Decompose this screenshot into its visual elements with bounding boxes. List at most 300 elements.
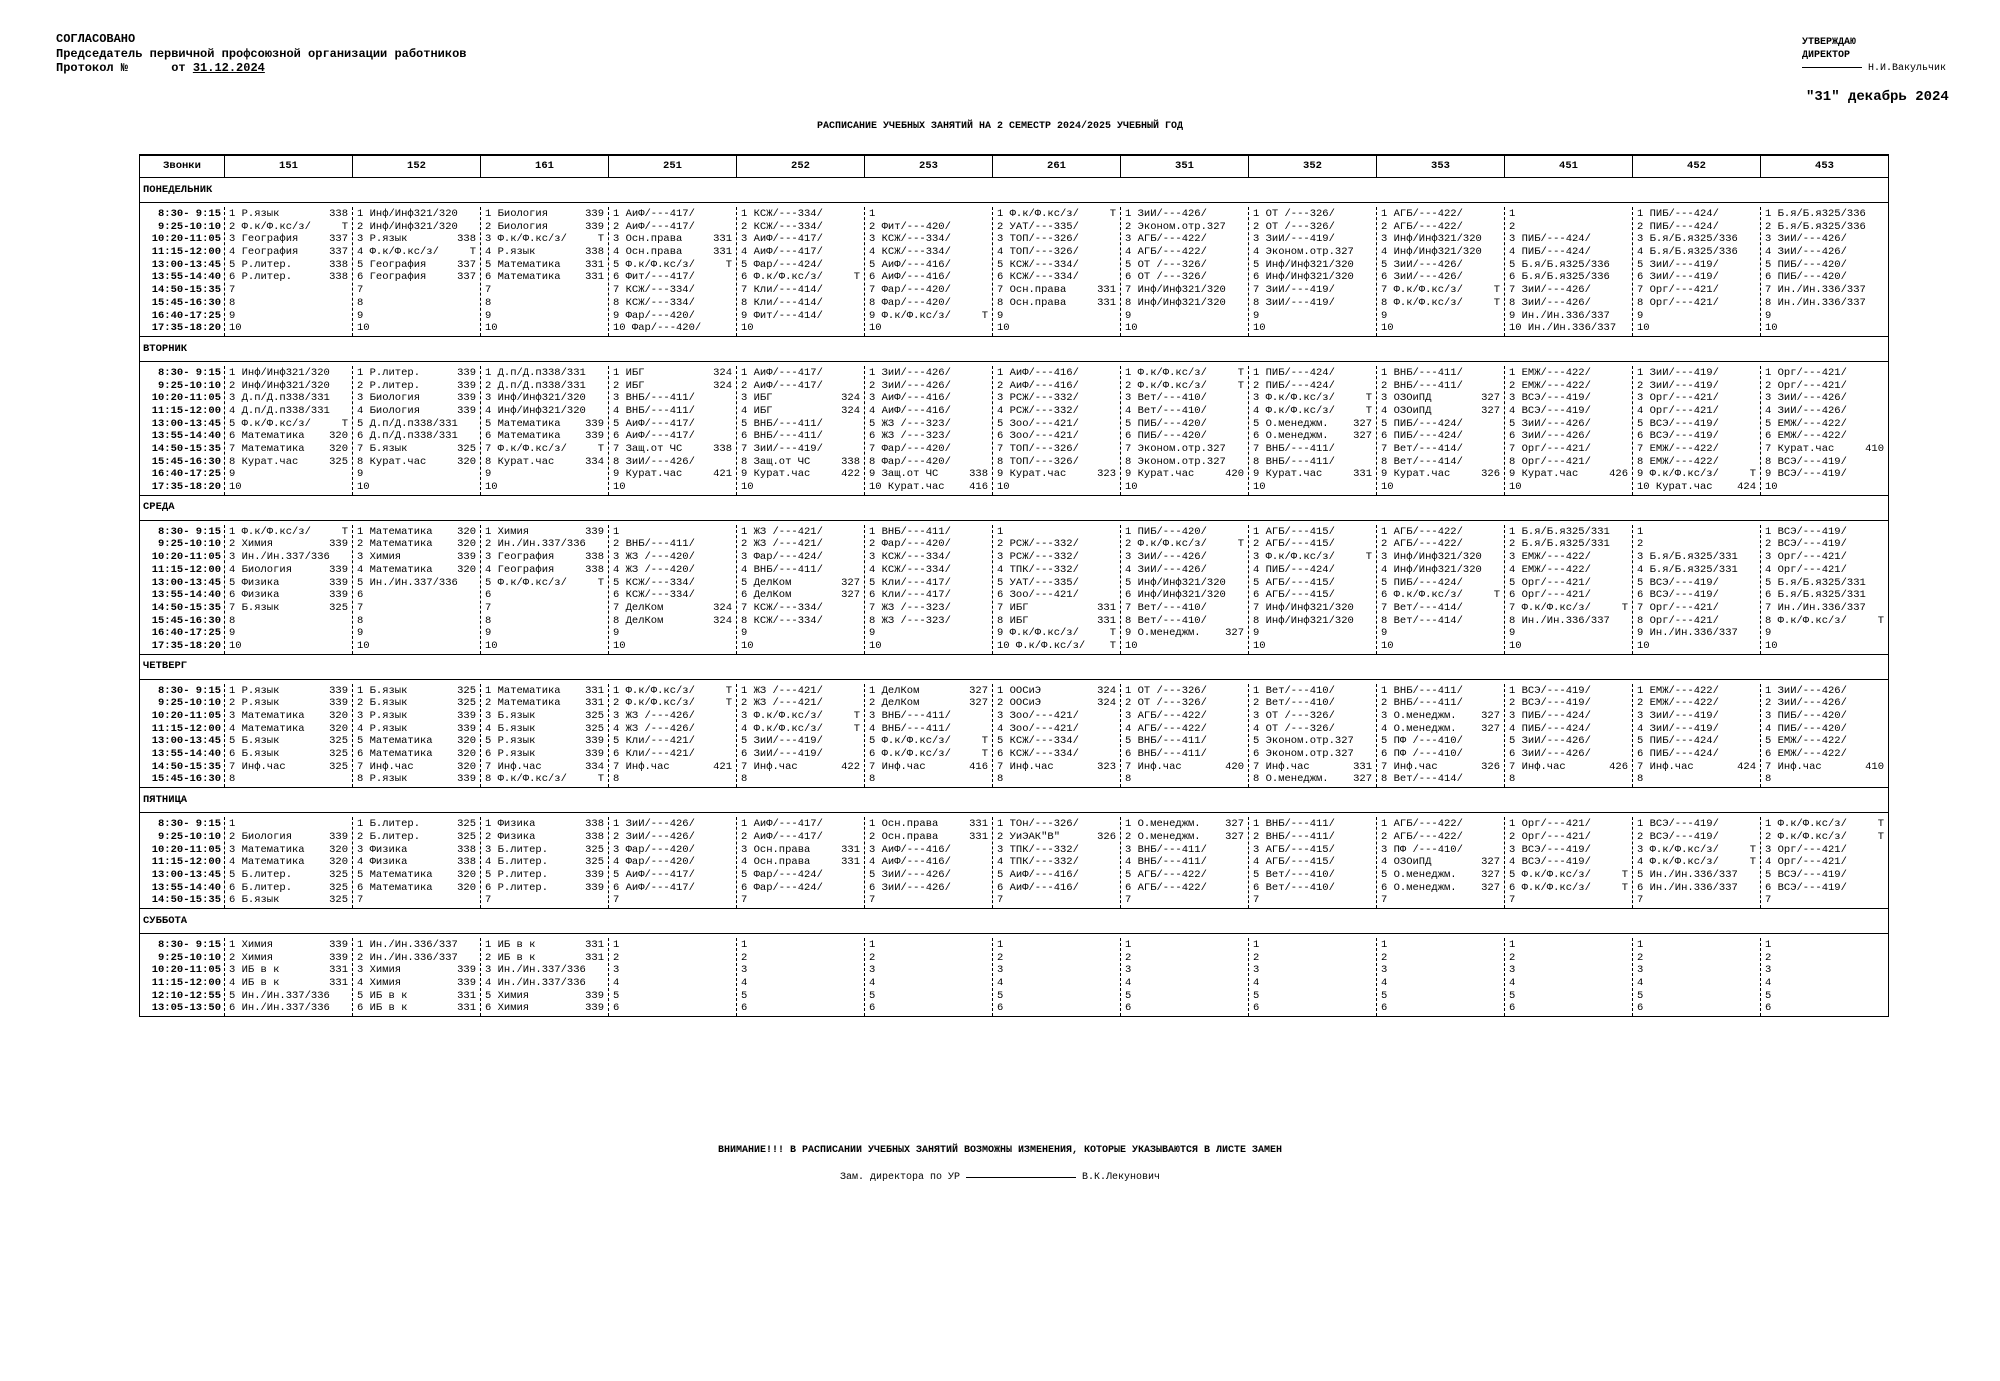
lesson-entry (357, 564, 476, 577)
lesson-entry: 6 ЕМЖ/---422/ (1765, 748, 1847, 761)
bell-times (140, 366, 225, 495)
lesson-room: 338 (457, 856, 476, 869)
lesson-subject: 4 География (229, 246, 299, 259)
lesson-subject: 3 География (229, 233, 299, 246)
lesson-entry: 6 ЕМЖ/---422/ (1765, 430, 1847, 443)
lesson-entry: 4 АГБ/---422/ (1125, 246, 1207, 259)
group-lessons (993, 938, 1121, 1017)
lesson-subject: 6 Р.литер. (485, 881, 549, 894)
lesson-entry (357, 526, 476, 539)
lesson-entry: 3 Вет/---410/ (1125, 392, 1207, 405)
bell-time: 9:25-10:10 (157, 220, 221, 233)
lesson-entry: 4 ПИБ/---424/ (1509, 246, 1591, 259)
lesson-room: Т (1237, 538, 1244, 551)
bell-time: 13:55-14:40 (151, 430, 221, 443)
lesson-entry (1253, 551, 1372, 564)
group-lessons (993, 817, 1121, 908)
lesson-entry (357, 380, 476, 393)
lesson-room: 424 (1737, 481, 1756, 494)
lesson-entry: 6 (357, 589, 364, 602)
lesson-subject: 5 Ф.к/Ф.кс/з/ (229, 417, 311, 430)
lesson-entry: 10 (1765, 481, 1778, 494)
lesson-entry: 6 ВНБ/---411/ (1125, 748, 1207, 761)
group-lessons (993, 366, 1121, 495)
lesson-entry (613, 233, 732, 246)
lesson-entry: 5 ПФ /---410/ (1381, 735, 1463, 748)
lesson-entry: 1 (229, 818, 236, 831)
lesson-subject: 3 ИБГ (741, 392, 773, 405)
lesson-room: Т (1365, 551, 1372, 564)
lesson-entry: 3 КСЖ/---334/ (869, 233, 951, 246)
group-lessons (1633, 817, 1761, 908)
group-lessons (1121, 817, 1249, 908)
lesson-entry: 9 (485, 627, 492, 640)
lesson-entry (357, 818, 476, 831)
bell-times (140, 817, 225, 908)
lesson-entry: 8 Ин./Ин.336/337 (1765, 296, 1866, 309)
lesson-entry: 2 АиФ/---416/ (997, 379, 1079, 392)
lesson-subject: 3 ИБ в к (229, 964, 280, 977)
approve-label: УТВЕРЖДАЮ (1802, 37, 1857, 48)
lesson-entry (1765, 615, 1884, 628)
lesson-room: 324 (1097, 684, 1116, 697)
bell-time: 9:25-10:10 (157, 951, 221, 964)
lesson-entry: 6 Вет/---410/ (1253, 881, 1335, 894)
lesson-subject: 9 Защ.от ЧС (869, 468, 939, 481)
lesson-entry: 3 Орг/---421/ (1765, 551, 1847, 564)
lesson-room: 331 (841, 856, 860, 869)
lesson-room: 337 (329, 233, 348, 246)
lesson-entry: 6 ПИБ/---420/ (1765, 271, 1847, 284)
lesson-entry: 8 КСЖ/---334/ (613, 296, 695, 309)
group-lessons (1505, 817, 1633, 908)
lesson-entry: 3 Б.я/Б.я325/331 (1637, 551, 1738, 564)
lesson-entry: 5 Инф/Инф321/320 (1125, 576, 1226, 589)
lesson-room: Т (981, 748, 988, 761)
lesson-room: 331 (1353, 760, 1372, 773)
lesson-subject: 4 Р.язык (485, 246, 536, 259)
group-lessons (225, 938, 353, 1017)
lesson-subject: 4 Физика (357, 856, 408, 869)
lesson-room: 325 (329, 868, 348, 881)
lesson-entry: 3 АиФ/---416/ (869, 843, 951, 856)
lesson-entry: 9 (1381, 309, 1388, 322)
lesson-entry: 2 Б.я/Б.я325/331 (1509, 538, 1610, 551)
lesson-entry (229, 748, 348, 761)
lesson-entry: 8 ЕМЖ/---422/ (1637, 455, 1719, 468)
bell-time: 13:55-14:40 (151, 748, 221, 761)
lesson-subject: 9 Ф.к/Ф.кс/з/ (997, 627, 1079, 640)
lesson-subject: 3 О.менеджм. (1381, 710, 1457, 722)
lesson-subject: 7 Осн.права (997, 284, 1067, 297)
lesson-subject: 10 Курат.час (1637, 481, 1713, 494)
lesson-entry (357, 392, 476, 405)
lesson-room: 339 (585, 1002, 604, 1015)
lesson-room: Т (725, 684, 732, 697)
lesson-room: 337 (457, 258, 476, 271)
bell-time: 10:20-11:05 (151, 843, 221, 856)
lesson-entry (485, 818, 604, 831)
lesson-entry (869, 685, 988, 698)
lesson-entry (357, 977, 476, 990)
lesson-entry (229, 456, 348, 469)
lesson-entry: 7 Фар/---420/ (869, 443, 951, 455)
lesson-entry: 6 (1381, 1002, 1388, 1015)
lesson-entry: 2 АГБ/---422/ (1381, 538, 1463, 551)
lesson-entry: 1 ЗиИ/---419/ (1637, 366, 1719, 379)
lesson-room: 338 (585, 246, 604, 259)
lesson-entry: 8 Орг/---421/ (1637, 614, 1719, 627)
lesson-subject: 7 ДелКом (613, 601, 664, 614)
lesson-entry: 2 ОТ /---326/ (1253, 220, 1335, 233)
lesson-room: 331 (713, 246, 732, 259)
lesson-room: Т (1877, 830, 1884, 843)
group-lessons (865, 525, 993, 654)
lesson-room: 320 (329, 722, 348, 735)
lesson-entry: 9 Фит/---414/ (741, 309, 823, 322)
lesson-room: 331 (585, 951, 604, 964)
lesson-entry: 10 (485, 481, 498, 494)
bell-time: 12:10-12:55 (151, 989, 221, 1002)
lesson-entry: 4 Инф/Инф321/320 (485, 404, 586, 417)
lesson-room: 331 (969, 818, 988, 831)
bell-time: 16:40-17:25 (151, 468, 221, 481)
lesson-entry (997, 615, 1116, 628)
lesson-room: 320 (457, 455, 476, 468)
lesson-subject: 1 Р.литер. (357, 366, 421, 379)
group-lessons (1377, 207, 1505, 336)
group-lessons (225, 366, 353, 495)
lesson-subject: 6 Ф.к/Ф.кс/з/ (1509, 881, 1591, 894)
lesson-room: 339 (585, 208, 604, 220)
lesson-entry: 6 (1253, 1002, 1260, 1015)
protocol-line: Протокол № от 31.12.2024 (56, 61, 265, 75)
lesson-entry: 9 (1637, 309, 1644, 322)
lesson-room: 331 (457, 989, 476, 1002)
group-lessons (609, 207, 737, 336)
lesson-subject: 8 Ф.к/Ф.кс/з/ (1765, 614, 1847, 627)
lesson-subject: 7 Б.язык (357, 443, 408, 455)
lesson-entry (1253, 418, 1372, 431)
lesson-subject: 5 Б.язык (229, 735, 280, 748)
lesson-entry: 8 Ин./Ин.336/337 (1509, 614, 1610, 627)
lesson-entry (741, 844, 860, 857)
lesson-entry: 1 ЗиИ/---426/ (1125, 208, 1207, 220)
lesson-entry: 5 Д.п/Д.п338/331 (357, 417, 458, 430)
lesson-entry (741, 271, 860, 284)
lesson-entry (997, 761, 1116, 774)
lesson-entry: 6 (613, 1002, 620, 1015)
lesson-entry: 4 РСЖ/---332/ (997, 404, 1079, 417)
lesson-entry: 3 АиФ/---417/ (741, 233, 823, 246)
lesson-room: 338 (457, 843, 476, 856)
lesson-entry: 7 (485, 894, 492, 907)
lesson-entry: 6 Инф/Инф321/320 (1253, 271, 1354, 284)
protocol-date: 31.12.2024 (192, 61, 265, 75)
lesson-subject: 7 Ф.к/Ф.кс/з/ (1381, 284, 1463, 297)
lesson-subject: 9 Курат.час (741, 468, 811, 481)
lesson-entry (485, 685, 604, 698)
lesson-room: 422 (841, 468, 860, 481)
group-lessons (1761, 817, 1889, 908)
day-name: ЧЕТВЕРГ (140, 654, 1889, 679)
lesson-room: 339 (585, 868, 604, 881)
lesson-entry (1125, 818, 1244, 831)
lesson-entry: 1 Б.я/Б.я325/336 (1765, 208, 1866, 220)
lesson-entry: 3 ЗиИ/---419/ (1637, 710, 1719, 722)
lesson-entry: 7 (357, 601, 364, 614)
lesson-subject: 1 Ф.к/Ф.кс/з/ (1765, 818, 1847, 831)
lesson-entry: 9 (1253, 309, 1260, 322)
lesson-subject: 6 Математика (357, 881, 433, 894)
lesson-entry: 10 (229, 639, 242, 652)
group-lessons (865, 207, 993, 336)
lesson-entry: 9 (357, 627, 364, 640)
lesson-entry: 4 Зоо/---421/ (997, 722, 1079, 735)
lesson-entry: 4 АиФ/---416/ (869, 404, 951, 417)
lesson-subject: 8 Ф.к/Ф.кс/з/ (1381, 296, 1463, 309)
bell-time: 13:55-14:40 (151, 271, 221, 284)
lesson-entry (869, 468, 988, 481)
lesson-room: Т (1493, 589, 1500, 602)
lesson-entry: 8 Вет/---414/ (1381, 455, 1463, 468)
lesson-entry: 4 Б.я/Б.я325/336 (1637, 246, 1738, 259)
lesson-entry: 2 (613, 951, 620, 964)
lesson-entry: 9 (997, 309, 1004, 322)
lesson-room: 339 (457, 392, 476, 405)
lesson-entry: 6 ЖЗ /---323/ (869, 430, 951, 443)
lesson-entry (869, 481, 988, 494)
lesson-entry: 10 (1125, 481, 1138, 494)
lesson-room: Т (1621, 881, 1628, 894)
lesson-entry: 2 Фит/---420/ (869, 220, 951, 233)
lesson-entry: 2 ВСЭ/---419/ (1509, 697, 1591, 710)
lesson-room: 338 (585, 551, 604, 564)
lesson-entry: 1 ЗиИ/---426/ (869, 366, 951, 379)
lesson-entry: 2 ЗиИ/---426/ (1765, 697, 1847, 710)
lesson-entry: 1 ОТ /---326/ (1125, 684, 1207, 697)
bell-time: 11:15-12:00 (151, 856, 221, 869)
lesson-entry: 4 Инф/Инф321/320 (1381, 563, 1482, 576)
lesson-subject: 3 Б.литер. (485, 843, 549, 856)
lesson-entry (357, 964, 476, 977)
lesson-entry: 1 (1637, 525, 1644, 538)
bell-time: 11:15-12:00 (151, 563, 221, 576)
group-lessons (1377, 684, 1505, 788)
lesson-entry (1509, 882, 1628, 895)
lesson-entry: 5 АГБ/---415/ (1253, 576, 1335, 589)
lesson-room: 325 (585, 856, 604, 869)
lesson-room: 320 (457, 760, 476, 773)
bell-time: 14:50-15:35 (151, 284, 221, 297)
lesson-room: 320 (329, 430, 348, 443)
lesson-subject: 8 ДелКом (613, 614, 664, 627)
group-lessons (993, 525, 1121, 654)
lesson-room: 337 (457, 271, 476, 284)
lesson-entry (229, 246, 348, 259)
lesson-subject: 5 Ф.к/Ф.кс/з/ (869, 735, 951, 748)
lesson-subject: 2 Ф.к/Ф.кс/з/ (1765, 830, 1847, 843)
lesson-entry (357, 697, 476, 710)
lesson-subject: 2 Р.язык (229, 697, 280, 710)
lesson-entry (613, 615, 732, 628)
lesson-entry: 6 Орг/---421/ (1509, 589, 1591, 602)
lesson-entry: 2 Инф/Инф321/320 (357, 220, 458, 233)
lesson-entry (485, 735, 604, 748)
bell-time: 9:25-10:10 (157, 697, 221, 710)
lesson-entry (357, 856, 476, 869)
lesson-entry: 5 ПИБ/---424/ (1637, 735, 1719, 748)
lesson-entry (229, 538, 348, 551)
day-header-row (140, 336, 1889, 361)
lessons-row (140, 817, 1889, 908)
lesson-entry: 2 (1509, 220, 1516, 233)
lesson-room: Т (1749, 843, 1756, 856)
lesson-entry (1509, 468, 1628, 481)
lesson-room: 339 (329, 830, 348, 843)
lesson-subject: 3 ОЗОиПД (1381, 392, 1432, 405)
group-lessons (1377, 525, 1505, 654)
lesson-entry (485, 697, 604, 710)
lesson-entry: 1 Орг/---421/ (1765, 366, 1847, 379)
lesson-entry: 4 ТОП/---326/ (997, 246, 1079, 259)
lesson-subject: 6 О.менеджм. (1253, 430, 1329, 443)
lesson-subject: 4 Математика (357, 563, 433, 576)
lesson-subject: 4 Химия (357, 977, 402, 989)
lesson-entry: 7 Орг/---421/ (1637, 601, 1719, 614)
lesson-entry: 1 ПИБ/---424/ (1253, 366, 1335, 379)
bell-time: 13:55-14:40 (151, 589, 221, 602)
lesson-room: 327 (1353, 430, 1372, 443)
bell-time: 9:25-10:10 (157, 379, 221, 392)
lesson-entry: 8 (485, 614, 492, 627)
lesson-room: 325 (329, 455, 348, 468)
lesson-subject: 7 Инф.час (485, 760, 542, 773)
lesson-entry: 7 Вет/---410/ (1125, 601, 1207, 614)
lesson-entry: 6 ВСЭ/---419/ (1637, 589, 1719, 602)
lesson-subject: 7 Инф.час (357, 760, 414, 773)
lesson-entry: 6 АиФ/---416/ (997, 881, 1079, 894)
lesson-subject: 7 Инф.час (1637, 760, 1694, 773)
lesson-entry (1381, 882, 1500, 895)
lesson-room: Т (1237, 379, 1244, 392)
group-lessons (353, 207, 481, 336)
lesson-entry: 7 (1125, 894, 1132, 907)
lesson-entry (485, 856, 604, 869)
lesson-room: 320 (457, 563, 476, 576)
lesson-subject: 1 ИБГ (613, 366, 645, 379)
lesson-entry (1381, 297, 1500, 310)
lesson-entry: 6 (869, 1002, 876, 1015)
lesson-entry: 7 (357, 894, 364, 907)
lesson-room: 326 (1481, 468, 1500, 481)
lesson-room: Т (853, 710, 860, 722)
lesson-entry (1637, 481, 1756, 494)
lesson-entry: 5 ЗиИ/---419/ (741, 735, 823, 748)
lesson-entry: 5 УАТ/---335/ (997, 576, 1079, 589)
lesson-entry: 10 (1125, 639, 1138, 652)
lesson-entry: 10 (1381, 322, 1394, 335)
lesson-entry (869, 735, 988, 748)
lesson-room: 339 (329, 684, 348, 697)
lesson-subject: 6 Математика (229, 430, 305, 443)
lesson-entry: 8 (229, 296, 236, 309)
lesson-entry: 2 (1381, 951, 1388, 964)
lesson-room: 339 (457, 366, 476, 379)
lesson-entry: 3 АГБ/---415/ (1253, 843, 1335, 856)
lesson-entry: 3 ЗиИ/---426/ (1125, 551, 1207, 564)
group-lessons (1505, 938, 1633, 1017)
lesson-entry (1125, 380, 1244, 393)
lesson-subject: 7 Инф.час (1509, 760, 1566, 773)
group-lessons (1249, 938, 1377, 1017)
lesson-entry: 8 (229, 614, 236, 627)
group-lessons (1249, 684, 1377, 788)
lesson-entry: 7 (1765, 894, 1772, 907)
lesson-subject: 4 Биология (229, 563, 293, 576)
lesson-entry (1125, 831, 1244, 844)
lesson-entry: 7 Инф/Инф321/320 (1253, 601, 1354, 614)
lesson-entry: 10 (613, 481, 626, 494)
lesson-subject: 3 Физика (357, 843, 408, 856)
lesson-room: Т (1749, 856, 1756, 869)
lesson-entry: 4 ВНБ/---411/ (1125, 856, 1207, 869)
lesson-entry: 6 Ин./Ин.337/336 (229, 1002, 330, 1015)
lesson-subject: 1 О.менеджм. (1125, 818, 1201, 831)
lesson-room: 327 (969, 684, 988, 697)
bell-time: 17:35-18:20 (151, 322, 221, 335)
lesson-entry: 6 Фар/---424/ (741, 881, 823, 894)
lesson-entry: 3 АиФ/---416/ (869, 392, 951, 405)
day-name: СУББОТА (140, 908, 1889, 933)
lesson-subject: 1 Ф.к/Ф.кс/з/ (997, 208, 1079, 220)
lesson-entry: 2 ЖЗ /---421/ (741, 538, 823, 551)
day-name: ВТОРНИК (140, 336, 1889, 361)
bell-time: 10:20-11:05 (151, 964, 221, 977)
lesson-entry: 10 (357, 639, 370, 652)
lesson-subject: 7 Б.язык (229, 601, 280, 614)
lesson-entry: 10 Фар/---420/ (613, 322, 702, 335)
lesson-room: Т (597, 773, 604, 786)
lesson-entry: 7 ЗиИ/---419/ (741, 443, 823, 455)
lesson-entry (741, 392, 860, 405)
lesson-entry: 8 ЗиИ/---426/ (613, 455, 695, 468)
lesson-entry: 2 (997, 951, 1004, 964)
lesson-subject: 7 Инф.час (1765, 760, 1822, 773)
lesson-room: 331 (1097, 296, 1116, 309)
signature-line (966, 1177, 1076, 1178)
lesson-subject: 5 Химия (485, 989, 530, 1002)
lesson-entry (229, 221, 348, 234)
lesson-subject: 6 ДелКом (741, 589, 792, 602)
column-header-group: 152 (353, 155, 481, 178)
lesson-entry: 3 КСЖ/---334/ (869, 551, 951, 564)
lesson-subject: 5 Р.литер. (229, 258, 293, 271)
column-header-group: 352 (1249, 155, 1377, 178)
lesson-entry: 8 ЖЗ /---323/ (869, 614, 951, 627)
lesson-room: 331 (1097, 284, 1116, 297)
lesson-room: Т (981, 735, 988, 748)
lesson-room: 339 (585, 748, 604, 761)
lesson-subject: 7 Инф.час (1125, 760, 1182, 773)
lesson-entry: 4 АиФ/---417/ (741, 246, 823, 259)
lesson-entry: 8 (741, 773, 748, 786)
group-lessons (737, 817, 865, 908)
lesson-subject: 1 Ф.к/Ф.кс/з/ (613, 684, 695, 697)
lesson-entry (485, 723, 604, 736)
lesson-subject: 7 Ф.к/Ф.кс/з/ (485, 443, 567, 455)
lesson-subject: 1 Б.литер. (357, 818, 421, 831)
